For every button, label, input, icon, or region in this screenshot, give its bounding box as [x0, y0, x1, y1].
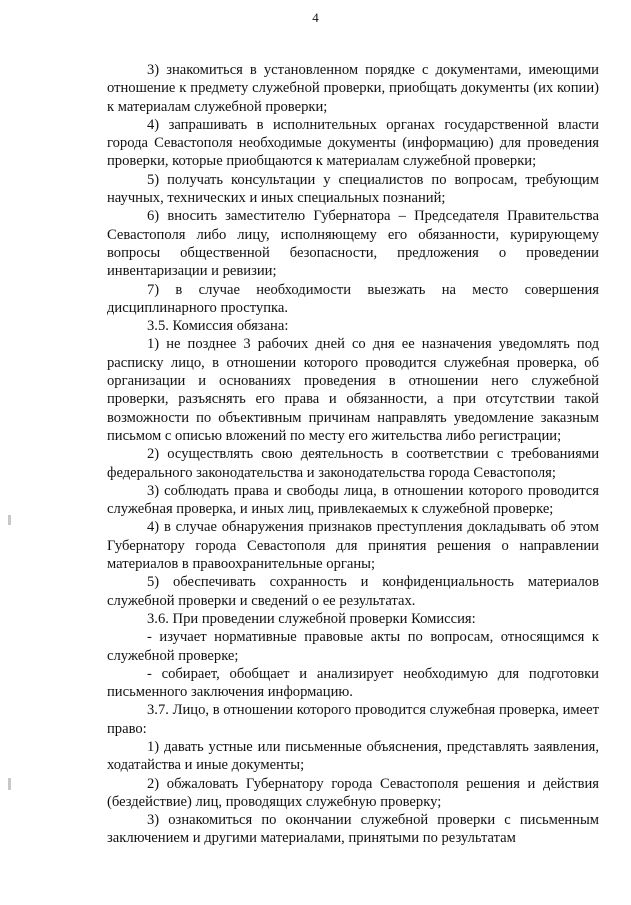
scan-edge-mark: [8, 778, 11, 790]
paragraph: 4) запрашивать в исполнительных органах государственной власти города Севастополя необходимые документы (информацию) для проведения проверки, которые приобщаются к материалам служебной проверки;: [107, 116, 599, 170]
paragraph: - изучает нормативные правовые акты по вопросам, относящимся к служебной проверке;: [107, 629, 599, 664]
paragraph: 2) осуществлять свою деятельность в соответствии с требованиями федерального законодательства и законодательства города Севастополя;: [107, 446, 599, 481]
paragraph: 2) обжаловать Губернатору города Севастополя решения и действия (бездействие) лиц, проводящих служебную проверку;: [107, 775, 599, 810]
paragraph: 3) соблюдать права и свободы лица, в отношении которого проводится служебная проверка, и иных лиц, привлекаемых к служебной проверке;: [107, 482, 599, 518]
paragraph: 6) вносить заместителю Губернатора – Председателя Правительства Севастополя либо лицу, исполняющему его обязанности, курирующему вопросы общественной безопасности, предложения о проведении инвентаризации и ревизии;: [107, 208, 599, 280]
paragraph: 5) получать консультации у специалистов по вопросам, требующим научных, технических и иных специальных познаний;: [107, 171, 599, 207]
scan-edge-mark: [8, 515, 11, 525]
paragraph: - собирает, обобщает и анализирует необходимую для подготовки письменного заключения информацию.: [107, 665, 599, 701]
paragraph: 3) ознакомиться по окончании служебной проверки с письменным заключением и другими материалами, принятыми по результатам: [107, 812, 599, 847]
paragraph: 1) давать устные или письменные объяснения, представлять заявления, ходатайства и иные документы;: [107, 738, 599, 774]
paragraph: 1) не позднее 3 рабочих дней со дня ее назначения уведомлять под расписку лицо, в отношении которого проводится служебная проверка, об организации и основаниях проведения в отношении него служебной проверки, разъяснять его права и обязанности, а при отсутствии такой возможности по объективным причинам направлять уведомление заказным письмом с описью вложений по месту его жительства либо регистрации;: [107, 336, 599, 444]
document-body: [107, 61, 599, 848]
section-heading: 3.6. При проведении служебной проверки Комиссия:: [147, 610, 476, 627]
section-heading: 3.5. Комиссия обязана:: [147, 318, 289, 335]
paragraph: 7) в случае необходимости выезжать на место совершения дисциплинарного проступка.: [107, 281, 599, 316]
paragraph: 5) обеспечивать сохранность и конфиденциальность материалов служебной проверки и сведений о ее результатах.: [107, 574, 599, 609]
page-number: 4: [312, 10, 319, 25]
paragraph: 3) знакомиться в установленном порядке с документами, имеющими отношение к предмету служебной проверки, приобщать документы (их копии) к материалам служебной проверки;: [107, 62, 599, 115]
paragraph: 4) в случае обнаружения признаков преступления докладывать об этом Губернатору города Севастополя для принятия решения о направлении материалов в правоохранительные органы;: [107, 519, 599, 573]
section-heading: 3.7. Лицо, в отношении которого проводится служебная проверка, имеет право:: [107, 702, 599, 737]
